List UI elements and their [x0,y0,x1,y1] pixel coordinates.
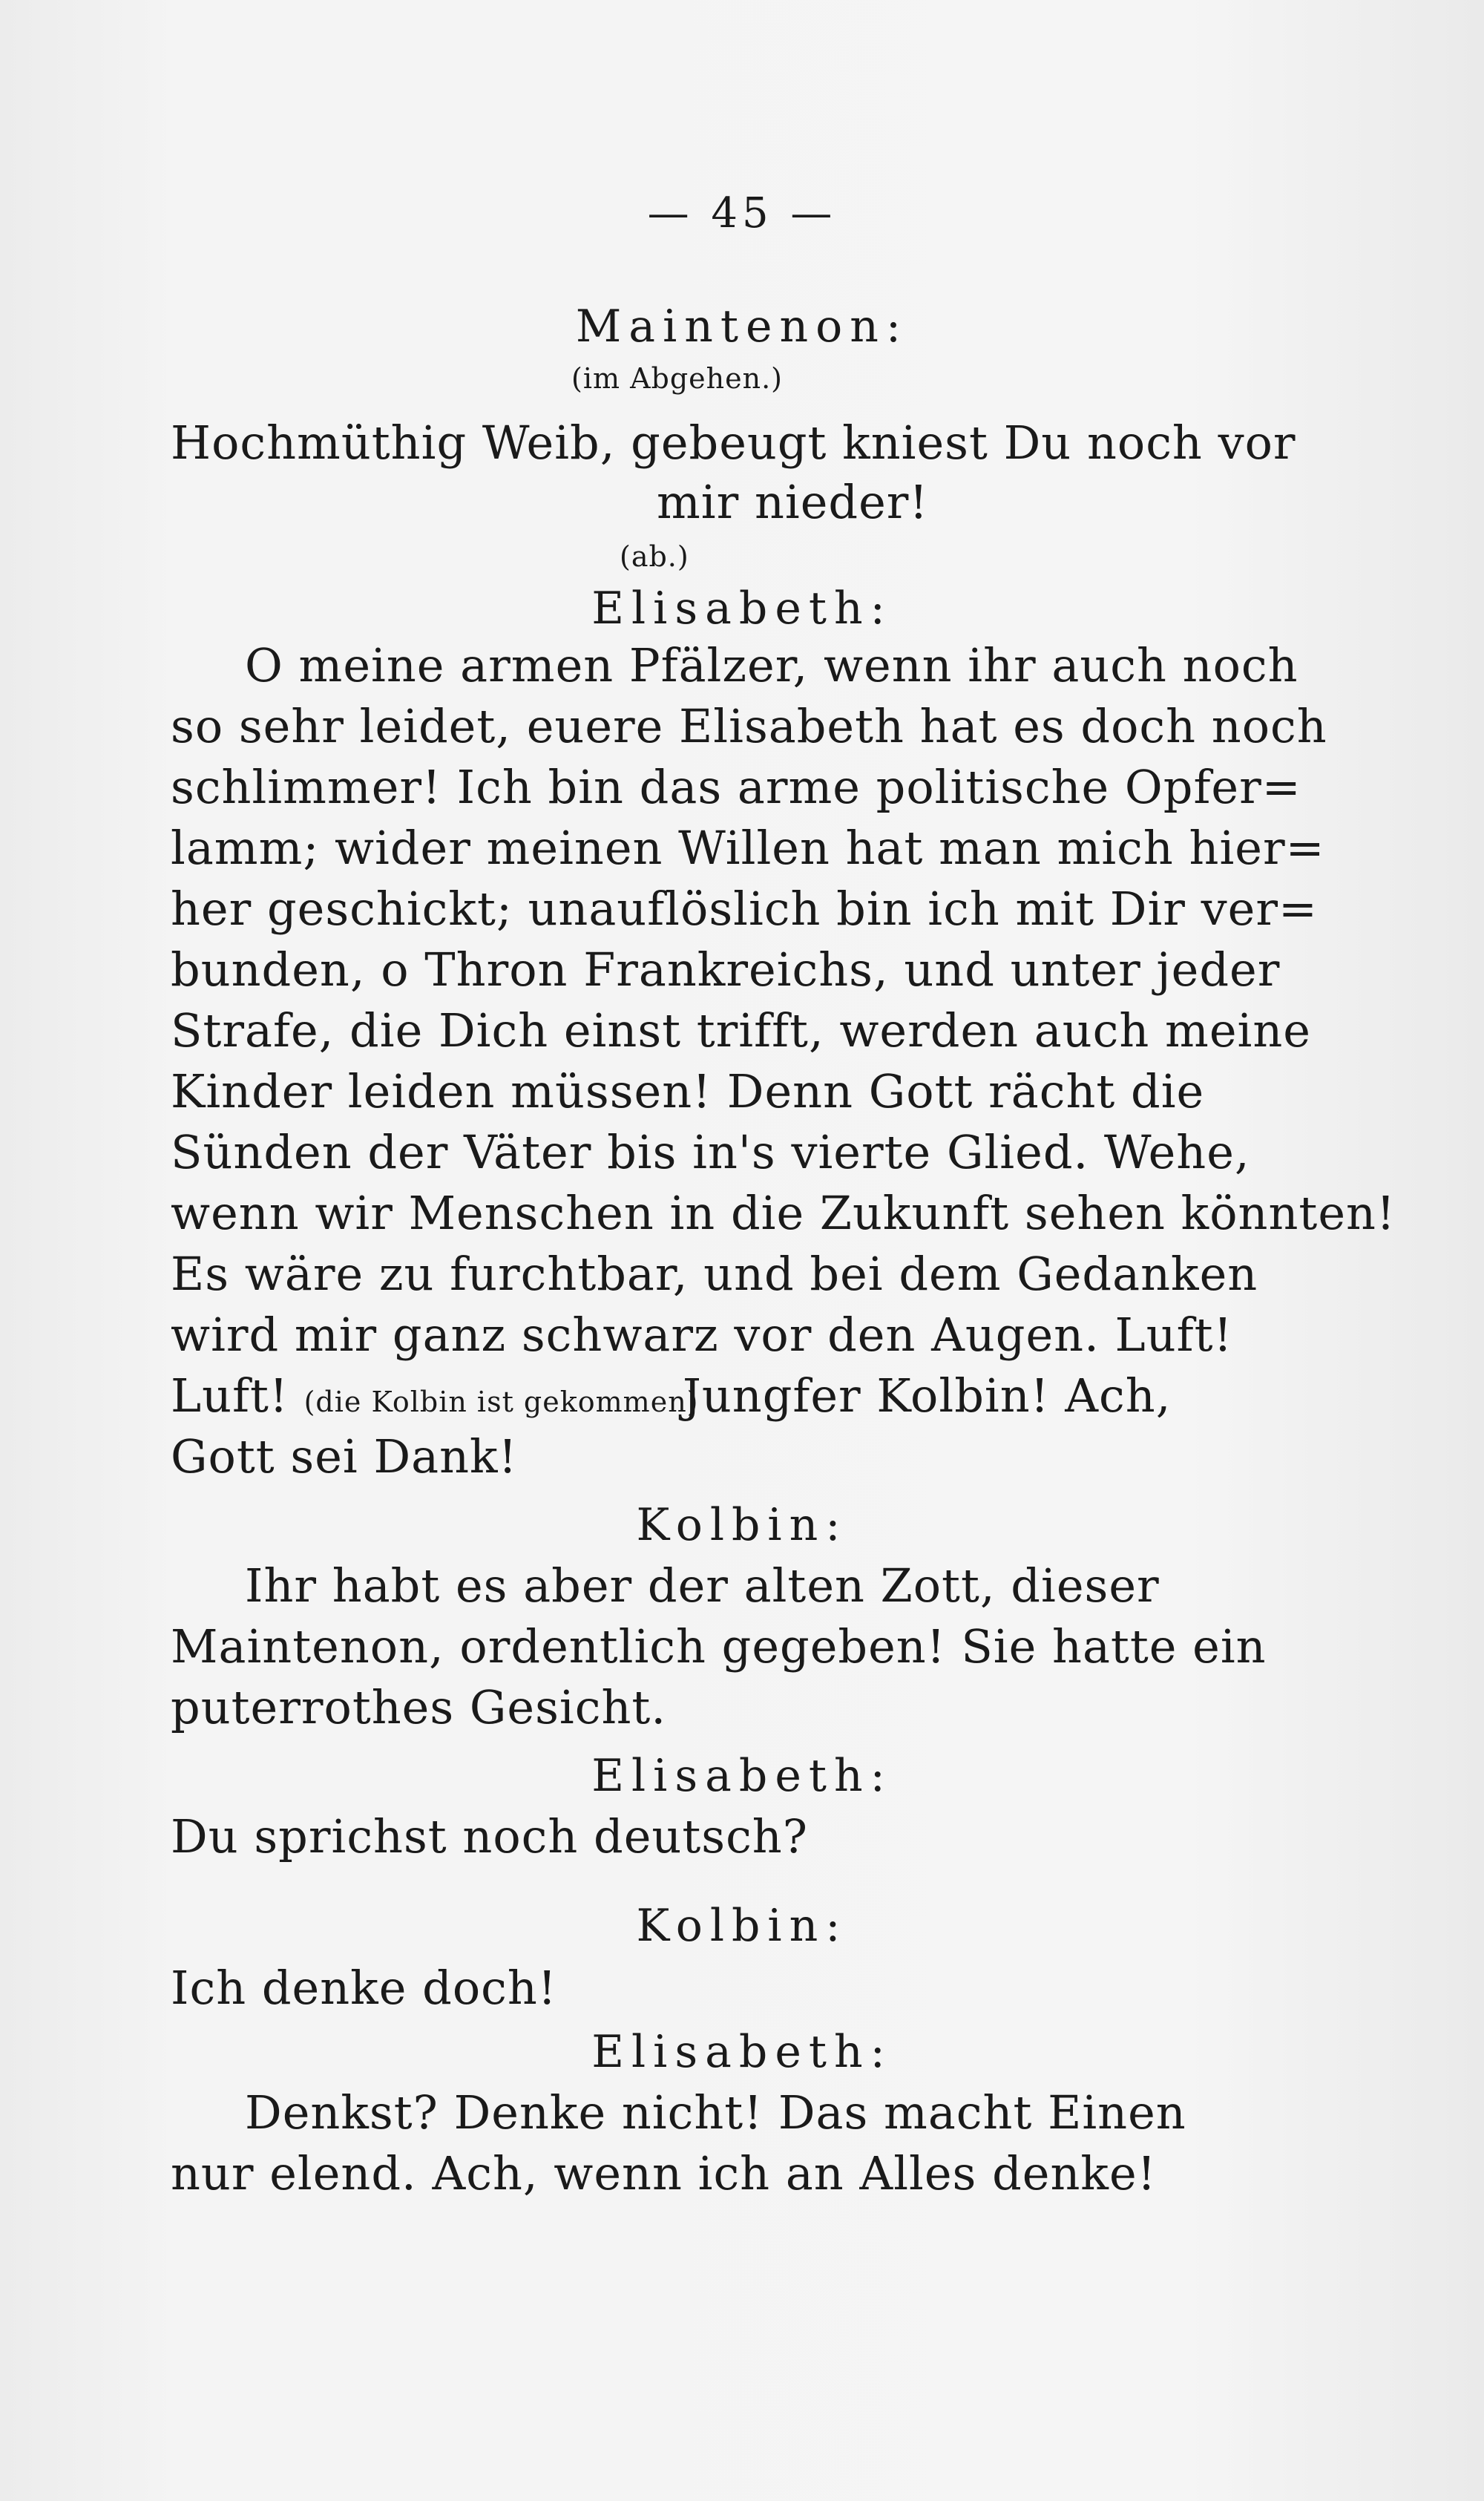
dialogue-line: Ihr habt es aber der alten Zott, dieser [245,1558,1160,1613]
dialogue-line: mir nieder! [657,475,929,529]
dialogue-line: Jungfer Kolbin! Ach, [683,1368,1172,1423]
speaker-elisabeth: Elisabeth: [591,2026,893,2078]
dialogue-line: Ich denke doch! [171,1961,557,2015]
dialogue-line: so sehr leidet, euere Elisabeth hat es doch noch [171,699,1327,753]
dialogue-line: Strafe, die Dich einst trifft, werden auch meine [171,1003,1311,1058]
stage-direction-ab: (ab.) [620,540,689,573]
dialogue-line: wenn wir Menschen in die Zukunft sehen könnten! [171,1186,1396,1240]
speaker-elisabeth: Elisabeth: [591,583,893,635]
dialogue-line [171,1368,699,1423]
stage-direction-inline: (die Kolbin ist gekommen) [303,1386,699,1418]
dialogue-line: Denkst? Denke nicht! Das macht Einen [245,2085,1186,2140]
dialogue-line: nur elend. Ach, wenn ich an Alles denke! [171,2146,1157,2200]
dialogue-line: bunden, o Thron Frankreichs, und unter jeder [171,943,1281,997]
dialogue-line: puterrothes Gesicht. [171,1680,667,1734]
speaker-kolbin: Kolbin: [636,1900,848,1952]
dialogue-line: Es wäre zu furchtbar, und bei dem Gedanken [171,1247,1258,1301]
dialogue-line: schlimmer! Ich bin das arme politische Opfer= [171,760,1301,814]
dialogue-line: Kinder leiden müssen! Denn Gott rächt die [171,1064,1205,1118]
page-number: — 45 — [647,189,837,237]
dialogue-line: her geschickt; unauflöslich bin ich mit Dir ver= [171,882,1318,936]
dialogue-line: Hochmüthig Weib, gebeugt kniest Du noch vor [171,416,1296,470]
stage-direction-exit: (im Abgehen.) [571,362,784,395]
dialogue-line: Sünden der Väter bis in's vierte Glied. Wehe, [171,1125,1250,1179]
dialogue-line: wird mir ganz schwarz vor den Augen. Luft! [171,1308,1233,1362]
speaker-elisabeth: Elisabeth: [591,1750,893,1802]
dialogue-text: Luft! [171,1368,289,1423]
dialogue-line: Gott sei Dank! [171,1429,518,1484]
speaker-kolbin: Kolbin: [636,1499,848,1551]
dialogue-line: Du sprichst noch deutsch? [171,1809,808,1864]
dialogue-line: lamm; wider meinen Willen hat man mich hier= [171,821,1325,875]
speaker-maintenon: Maintenon: [575,301,909,353]
dialogue-line: O meine armen Pfälzer, wenn ihr auch noch [245,638,1298,692]
dialogue-line: Maintenon, ordentlich gegeben! Sie hatte ein [171,1619,1267,1674]
